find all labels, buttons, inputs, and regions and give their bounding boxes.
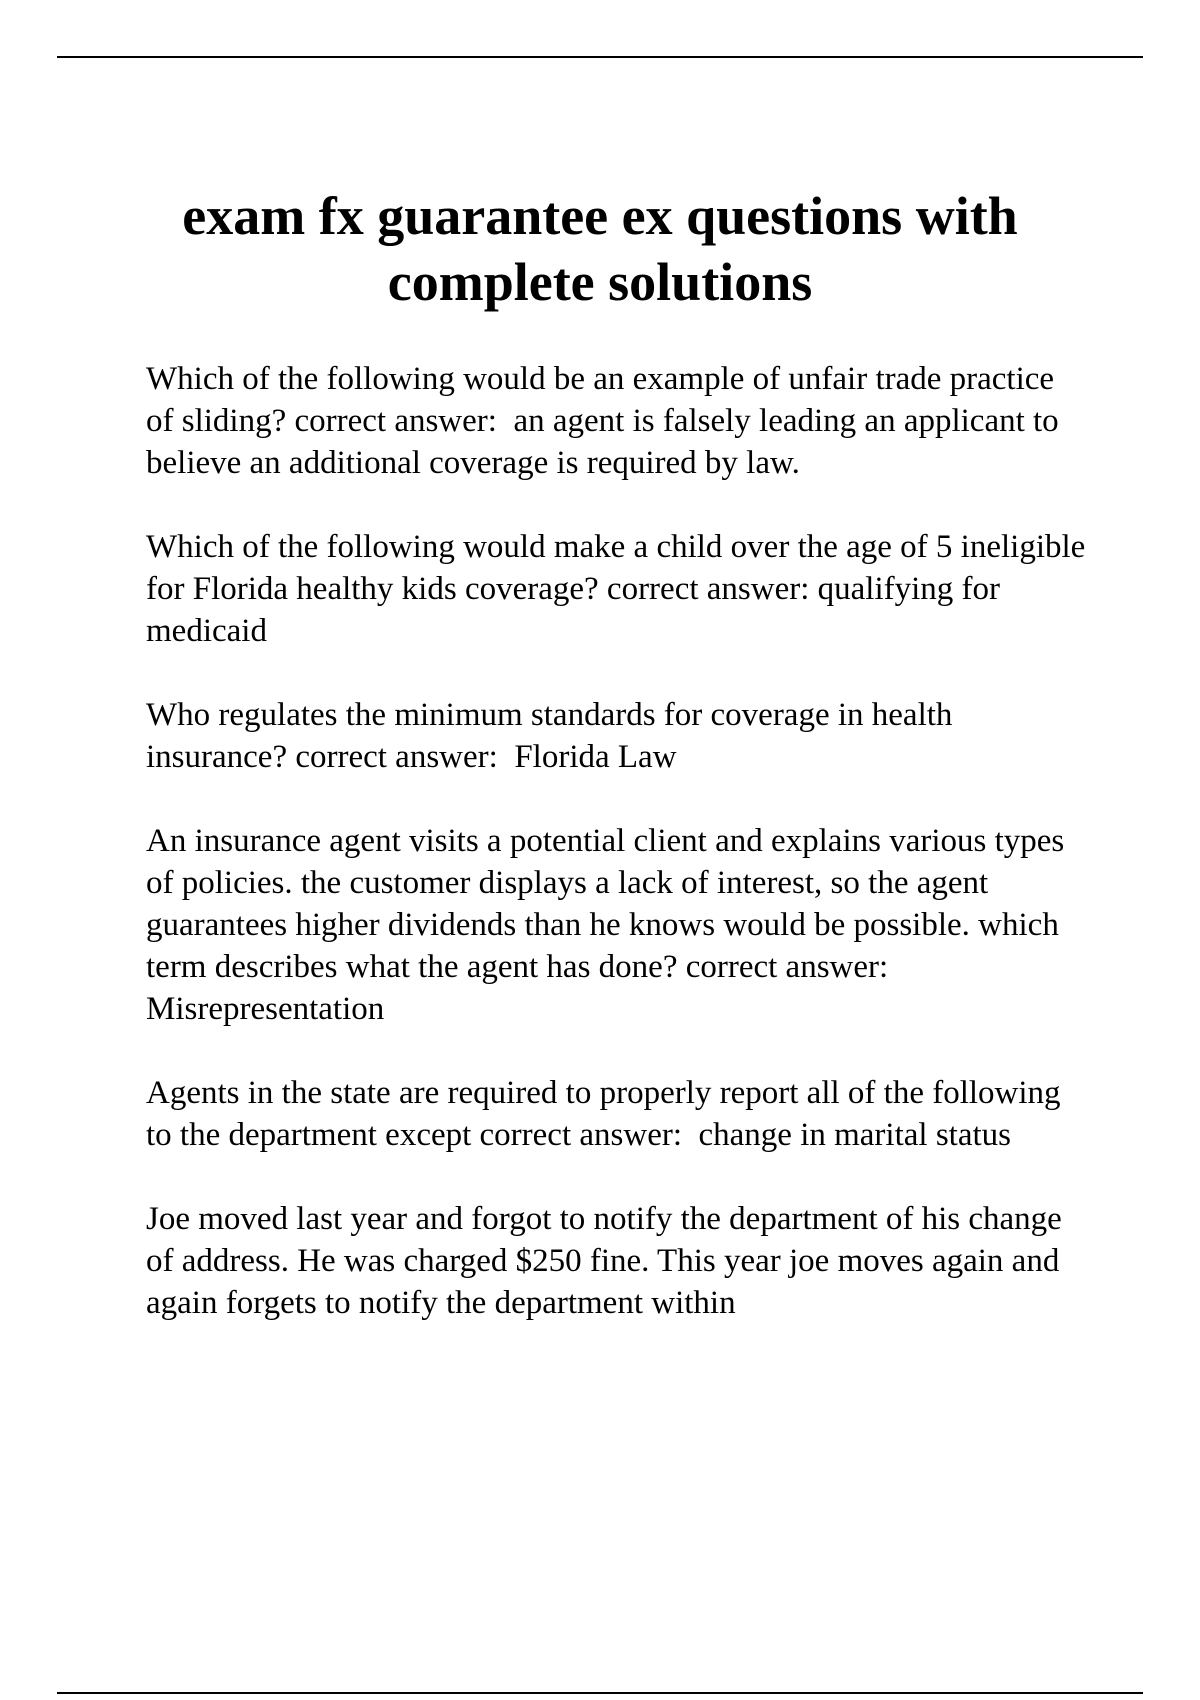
question-text: Which of the following would be an example of unfair trade practice of sliding? correct answer: — [146, 361, 1055, 439]
answer-text: Misrepresentation — [146, 949, 905, 1027]
bottom-rule — [57, 1692, 1143, 1694]
answer-text: change in marital status — [682, 1117, 1011, 1153]
qa-item-5 — [146, 1072, 1086, 1156]
document-title: exam fx guarantee ex questions with complete solutions — [182, 186, 1018, 312]
qa-item-3 — [146, 694, 1086, 778]
question-text: Which of the following would make a child over the age of 5 ineligible for Florida healthy kids coverage? correct answer: — [146, 529, 1086, 607]
qa-item-1 — [146, 358, 1086, 484]
question-text: An insurance agent visits a potential client and explains various types of policies. the customer displays a lack of interest, so the agent guarantees higher dividends than he knows would be possible. which term describes what the agent has done? correct answer: — [146, 823, 1065, 985]
answer-text: an agent is falsely leading an applicant to believe an additional coverage is required by law. — [146, 403, 1067, 481]
qa-item-4 — [146, 820, 1086, 1030]
qa-list — [146, 358, 1086, 1366]
top-rule — [57, 56, 1143, 58]
question-text: Who regulates the minimum standards for coverage in health insurance? correct answer: — [146, 697, 953, 775]
qa-item-6 — [146, 1198, 1086, 1324]
question-text: Joe moved last year and forgot to notify the department of his change of address. He was charged $250 fine. This year joe moves again and again forgets to notify the department within — [146, 1201, 1062, 1321]
question-text: Agents in the state are required to properly report all of the following to the department except correct answer: — [146, 1075, 1061, 1153]
answer-text: qualifying for medicaid — [146, 571, 1009, 649]
qa-item-2 — [146, 526, 1086, 652]
answer-text: Florida Law — [497, 739, 677, 775]
